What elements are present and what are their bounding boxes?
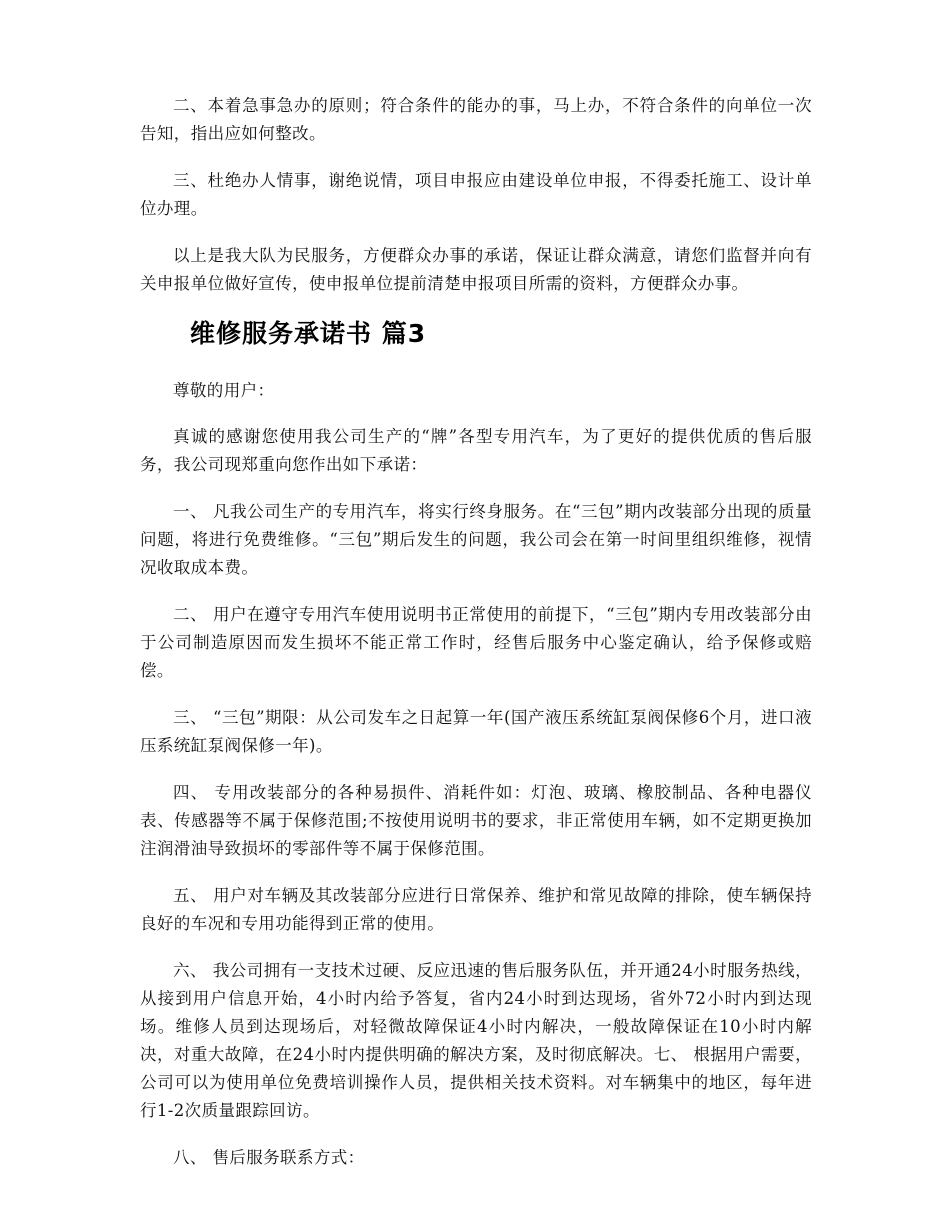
paragraph-promise-one: 一、 凡我公司生产的专用汽车，将实行终身服务。在“三包”期内改装部分出现的质量问题，将进行免费维修。“三包”期后发生的问题，我公司会在第一时间里组织维修，视情况收取成本费。	[140, 502, 812, 577]
paragraph-principle-two: 二、本着急事急办的原则；符合条件的能办的事，马上办，不符合条件的向单位一次告知，指出应如何整改。	[140, 96, 812, 143]
paragraph-promise-four: 四、 专用改装部分的各种易损件、消耗件如：灯泡、玻璃、橡胶制品、各种电器仪表、传感器等不属于保修范围;不按使用说明书的要求，非正常使用车辆，如不定期更换加注润滑油导致损坏的零部件等不属于保修范围。	[140, 783, 812, 858]
paragraph-intro: 真诚的感谢您使用我公司生产的“牌”各型专用汽车，为了更好的提供优质的售后服务，我公司现郑重向您作出如下承诺：	[140, 427, 812, 474]
greeting-line: 尊敬的用户：	[173, 381, 275, 400]
paragraph-closing-statement: 以上是我大队为民服务，方便群众办事的承诺，保证让群众满意，请您们监督并向有关申报单位做好宣传，使申报单位提前清楚申报项目所需的资料，方便群众办事。	[140, 246, 812, 293]
paragraph-promise-six-seven: 六、 我公司拥有一支技术过硬、反应迅速的售后服务队伍，并开通24小时服务热线，从接到用户信息开始，4小时内给予答复，省内24小时到达现场，省外72小时内到达现场。维修人员到达现场后，对轻微故障保证4小时内解决，一般故障保证在10小时内解决，对重大故障，在24小时内提供明确的解决方案，及时彻底解决。七、 根据用户需要，公司可以为使用单位免费培训操作人员，提供相关技术资料。对车辆集中的地区，每年进行1-2次质量跟踪回访。	[140, 961, 812, 1120]
paragraph-promise-five: 五、 用户对车辆及其改装部分应进行日常保养、维护和常见故障的排除，使车辆保持良好的车况和专用功能得到正常的使用。	[140, 886, 812, 933]
paragraph-principle-three: 三、杜绝办人情事，谢绝说情，项目申报应由建设单位申报，不得委托施工、设计单位办理。	[140, 171, 812, 218]
document-page	[140, 92, 812, 1191]
paragraph-promise-three: 三、 “三包”期限：从公司发车之日起算一年(国产液压系统缸泵阀保修6个月，进口液压系统缸泵阀保修一年)。	[140, 708, 812, 755]
paragraph-promise-eight: 八、 售后服务联系方式：	[173, 1148, 365, 1167]
section-heading: 维修服务承诺书 篇3	[190, 319, 427, 348]
paragraph-promise-two: 二、 用户在遵守专用汽车使用说明书正常使用的前提下，“三包”期内专用改装部分由于公司制造原因而发生损坏不能正常工作时，经售后服务中心鉴定确认，给予保修或赔偿。	[140, 605, 812, 680]
